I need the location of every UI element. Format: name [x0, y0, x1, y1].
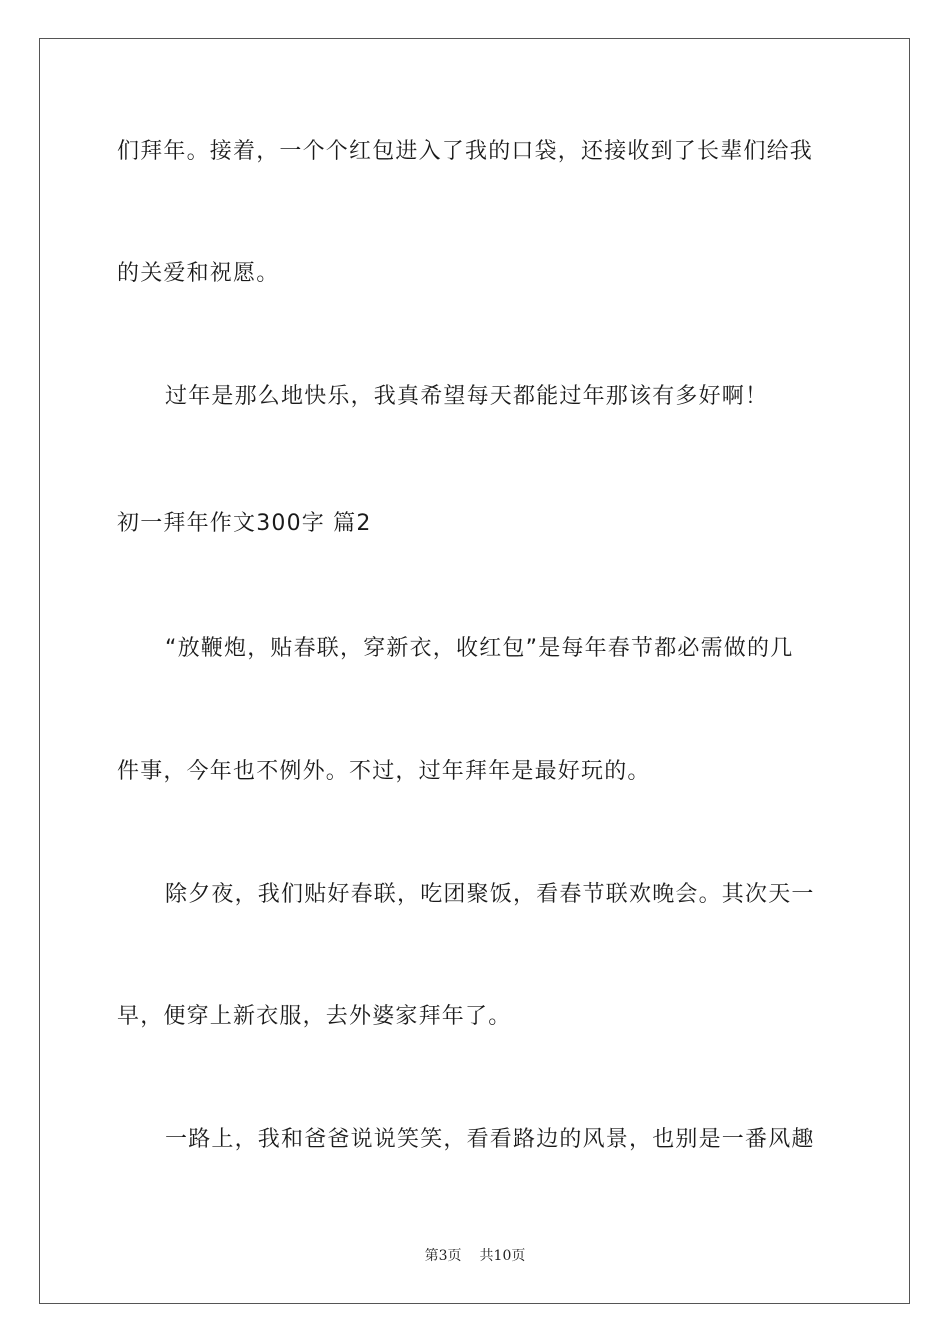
paragraph-line: 件事，今年也不例外。不过，过年拜年是最好玩的。 [117, 759, 651, 784]
page-number: 第3页 [424, 1248, 462, 1264]
paragraph-line: “放鞭炮，贴春联，穿新衣，收红包”是每年春节都必需做的几 [165, 636, 794, 661]
section-heading: 初一拜年作文300字 篇2 [117, 511, 372, 536]
paragraph-line: 早，便穿上新衣服，去外婆家拜年了。 [117, 1004, 512, 1029]
page-border [39, 38, 910, 1304]
paragraph-line: 过年是那么地快乐，我真希望每天都能过年那该有多好啊！ [165, 384, 769, 409]
page-footer [0, 1247, 950, 1265]
paragraph-line: 的关爱和祝愿。 [117, 261, 280, 286]
paragraph-line: 们拜年。接着，一个个红包进入了我的口袋，还接收到了长辈们给我 [117, 139, 814, 164]
paragraph-line: 一路上，我和爸爸说说笑笑，看看路边的风景，也别是一番风趣 [165, 1127, 815, 1152]
paragraph-line: 除夕夜，我们贴好春联，吃团聚饭，看春节联欢晚会。其次天一 [165, 882, 815, 907]
page-total: 共10页 [479, 1248, 526, 1264]
